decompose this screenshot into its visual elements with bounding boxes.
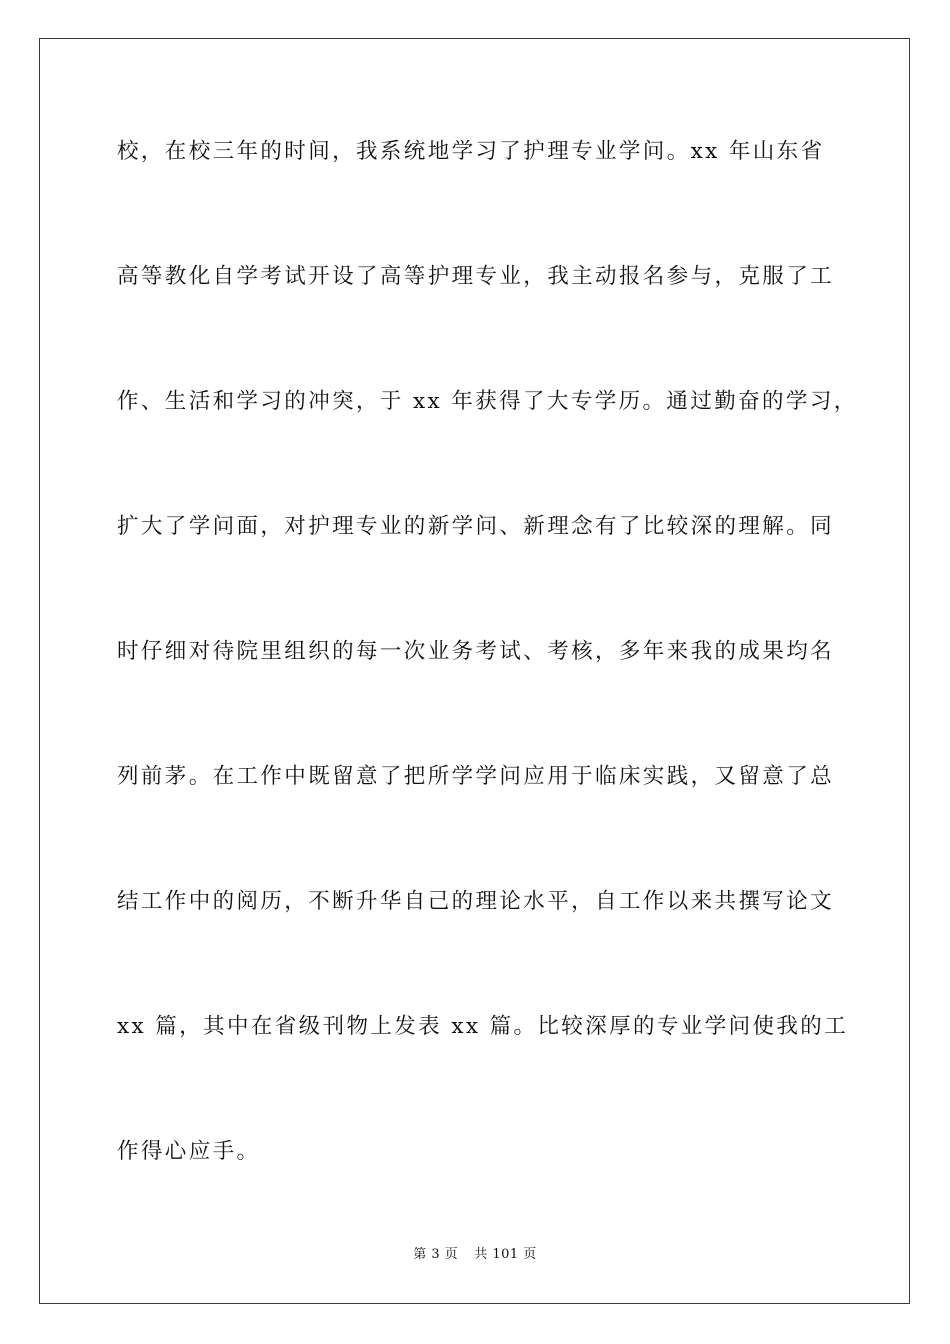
text-line: 作、生活和学习的冲突，于 xx 年获得了大专学历。通过勤奋的学习，	[117, 389, 858, 414]
text-line: 列前茅。在工作中既留意了把所学学问应用于临床实践，又留意了总	[117, 764, 835, 789]
page-number: 第 3 页	[413, 1247, 459, 1262]
text-line: 扩大了学问面，对护理专业的新学问、新理念有了比较深的理解。同	[117, 514, 835, 539]
total-pages: 共 101 页	[474, 1247, 537, 1262]
text-line: 校，在校三年的时间，我系统地学习了护理专业学问。xx 年山东省	[117, 139, 825, 164]
text-line: 作得心应手。	[117, 1139, 261, 1164]
text-line: 时仔细对待院里组织的每一次业务考试、考核，多年来我的成果均名	[117, 639, 835, 664]
text-line: xx 篇，其中在省级刊物上发表 xx 篇。比较深厚的专业学问使我的工	[117, 1014, 849, 1039]
page-footer	[0, 1246, 950, 1264]
text-line: 结工作中的阅历，不断升华自己的理论水平，自工作以来共撰写论文	[117, 889, 835, 914]
text-line: 高等教化自学考试开设了高等护理专业，我主动报名参与，克服了工	[117, 264, 835, 289]
page-border	[39, 38, 910, 1304]
